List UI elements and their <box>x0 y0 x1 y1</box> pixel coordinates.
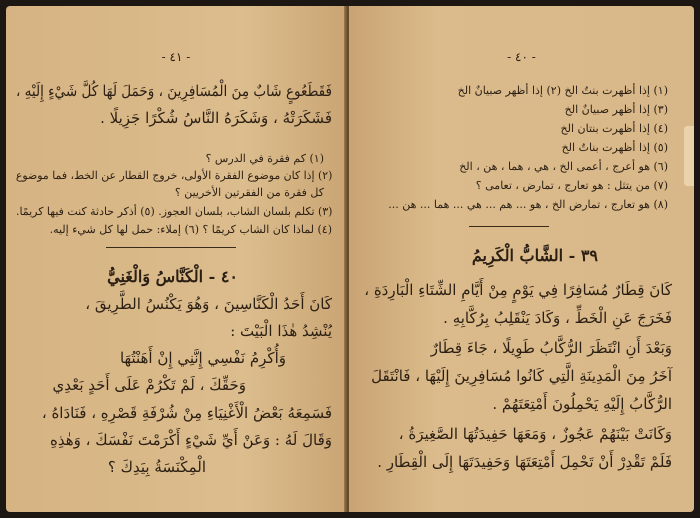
question-line: (٢) إذا كان موضوع الفقرة الأولى، خروج القطار عن الخط، فما موضوع <box>15 169 332 182</box>
lesson-line: فَسَمِعَهُ بَعْضُ الْأَغْنِيَاءِ مِنْ شُرْفَةِ قَصْرِهِ ، فَنَادَاهُ ، <box>41 404 332 422</box>
question-line: (٣) تكلم بلسان الشاب، بلسان العجوز. (٥) أذكر حادثة كنت فيها كريمًا. <box>15 205 332 218</box>
lesson-line: آخَرُ مِنَ الْمَدِينَةِ الَّتِي كَانُوا مُسَافِرِينَ إِلَيْهَا ، فَانْتَقَلَ <box>371 367 672 385</box>
exercise-line: (٥) إذا أظهرت بناتٌ الخ <box>561 141 668 154</box>
lesson-title: ٣٩ - الشَّابُّ الْكَرِيمُ <box>471 246 598 265</box>
exercise-line: (٨) هو تعارج ، تمارض الخ ، هو ... هم ... هي ... هما ... هن ... <box>388 198 668 211</box>
verse-line: وَأُكْرِمُ نَفْسِي إِنَّنِي إِنْ أَهَنْتُهَا <box>119 349 286 367</box>
exercise-line: (١) إذا أظهرت بنتٌ الخ (٢) إذا أظهر صبيانٌ الخ <box>457 84 668 97</box>
lesson-line: يُنْشِدُ هٰذَا الْبَيْتَ : <box>230 322 332 340</box>
right-page <box>349 6 694 512</box>
story-end-line: فَشَكَرَتْهُ ، وَشَكَرَهُ النَّاسُ شُكْرًا جَزِيلًا . <box>100 109 332 127</box>
exercise-line: (٤) إذا أظهرت بنتان الخ <box>560 122 668 135</box>
section-divider <box>106 247 236 248</box>
lesson-line: كَانَ قِطَارٌ مُسَافِرًا فِي يَوْمٍ مِنْ أَيَّامِ الشِّتَاءِ الْبَارِدَةِ ، <box>364 281 672 299</box>
exercise-line: (٦) هو أعرج ، أعمى الخ ، هي ، هما ، هن ، الخ <box>459 160 668 173</box>
open-book <box>6 6 694 512</box>
page-number-40: - ٤٠ - <box>507 50 536 64</box>
exercise-line: (٣) إذا أظهر صبيانٌ الخ <box>564 103 668 116</box>
lesson-line: فَخَرَجَ عَنِ الْخَطِّ ، وَكَادَ يَنْقَلِبُ بِرُكَّابِهِ . <box>443 309 672 327</box>
lesson-line: وَكَانَتْ بَيْنَهُمْ عَجُوزٌ ، وَمَعَهَا حَفِيدَتُهَا الصَّغِيرَةُ ، <box>398 425 672 443</box>
lesson-line: الْمِكْنَسَةُ بِيَدِكَ ؟ <box>107 458 206 476</box>
verse-line: وَحَقِّكَ ، لَمْ تَكْرُمْ عَلَى أَحَدٍ بَعْدِي <box>52 376 246 394</box>
lesson-title: ٤٠ - الْكَنَّاسُ وَالْغَنِيُّ <box>107 267 238 286</box>
page-edge-tab <box>684 126 694 186</box>
section-divider <box>469 226 549 227</box>
lesson-line: وَبَعْدَ أَنِ انْتَظَرَ الرُّكَّابُ طَوِيلًا ، جَاءَ قِطَارٌ <box>430 339 672 357</box>
exercise-line: (٧) من يتثل : هو تعارج ، تمارض ، تعامى ؟ <box>475 179 668 192</box>
lesson-line: الرُّكَّابُ إِلَيْهِ يَحْمِلُونَ أَمْتِعَتَهُمْ . <box>492 395 672 413</box>
lesson-line: فَلَمْ تَقْدِرْ أَنْ تَحْمِلَ أَمْتِعَتَهَا وَحَفِيدَتَهَا إِلَى الْقِطَارِ . <box>377 453 672 471</box>
page-number-41: - ٤١ - <box>161 50 191 64</box>
lesson-line: وَقَالَ لَهُ : وَعَنْ أَيِّ شَيْءٍ أَكْرَمْتَ نَفْسَكَ ، وَهٰذِهِ <box>50 431 332 449</box>
lesson-line: كَانَ أَحَدُ الْكَنَّاسِينَ ، وَهُوَ يَكْنُسُ الطَّرِيقَ ، <box>85 295 332 313</box>
story-end-line: فَقَطَعُوعٍ شَابٌ مِنَ الْمُسَافِرِينَ ، وَحَمَلَ لَهَا كُلَّ شَيْءٍ إِلَيْهِ ، <box>15 82 332 100</box>
left-page <box>6 6 346 512</box>
question-line: (٤) لماذا كان الشاب كريمًا ؟ (٦) إملاء: حمل لها كل شيء إليه. <box>49 223 332 236</box>
question-line: كل فقرة من الفقرتين الأخريين ؟ <box>174 186 324 199</box>
question-line: (١) كم فقرة في الدرس ؟ <box>205 152 324 165</box>
